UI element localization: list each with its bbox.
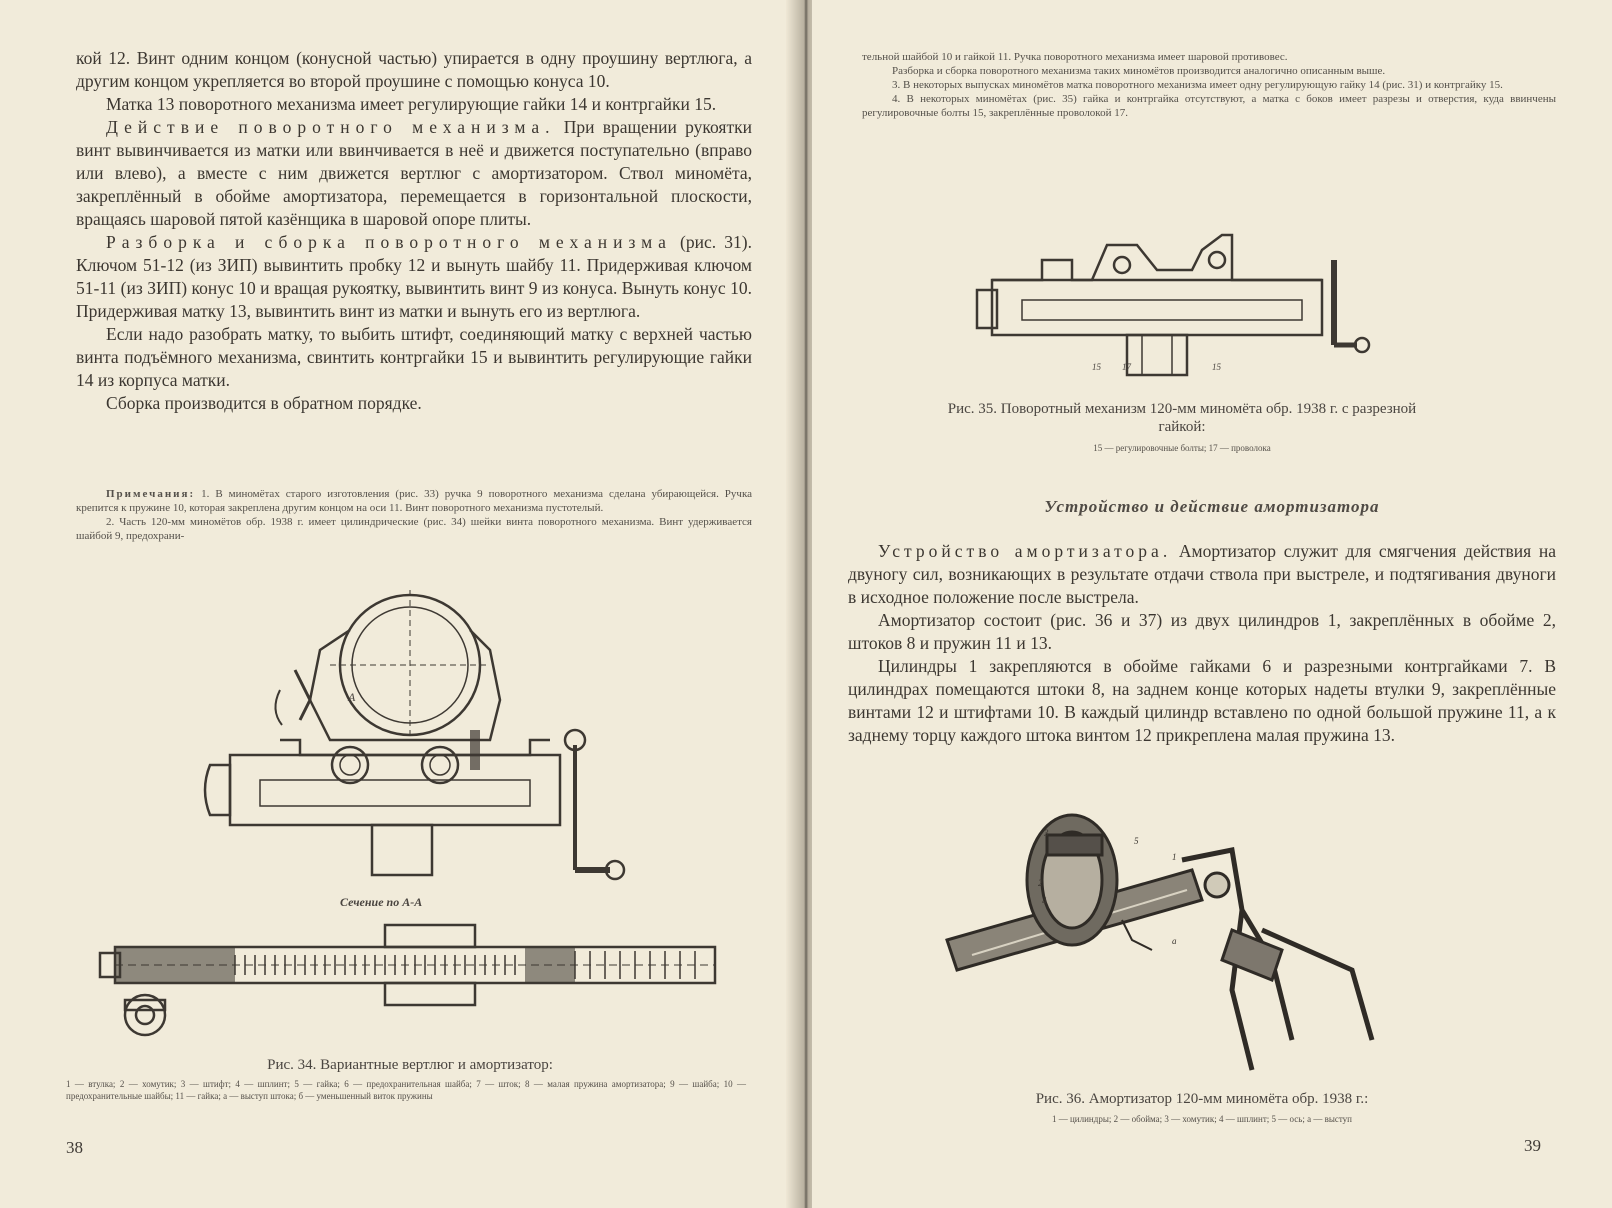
note-1: 1. В миномётах старого изготовления (рис. 33) ручка 9 поворотного механизма сделана убирающейся. Ручка крепится к пружине 10, которая закреплена другим концом на оси 11. Винт поворотного механизма пустотелый. xyxy=(76,488,753,514)
page-number: 39 xyxy=(1524,1136,1541,1155)
device-text: Амортизатор служит для смягчения действия на двуногу сил, возникающих в результате отдачи ствола при выстреле, и подтягивания двуноги в исходное положение после выстрела. xyxy=(848,541,1556,607)
action-heading: Действие поворотного механизма. xyxy=(106,117,556,137)
fig34-caption: Рис. 34. Вариантные вертлюг и амортизатор: xyxy=(267,1057,553,1073)
right-page xyxy=(812,0,1612,1208)
paragraph: Если надо разобрать матку, то выбить штифт, соединяющий матку с верхней частью винта подъёмного механизма, свинтить контргайки 15 и вывинтить регулирующие гайки 14 из корпуса матки. xyxy=(76,324,752,390)
fig35-caption: Рис. 35. Поворотный механизм 120-мм миномёта обр. 1938 г. с разрезной гайкой: xyxy=(947,401,1417,435)
page-number: 38 xyxy=(66,1138,83,1157)
paragraph xyxy=(76,116,752,231)
left-text-block xyxy=(76,47,752,415)
note-line: Разборка и сборка поворотного механизма таких миномётов производится аналогично описанным выше. xyxy=(892,65,1386,77)
fig36-label-a: а xyxy=(1172,936,1177,946)
paragraph: кой 12. Винт одним концом (конусной частью) упирается в одну проушину вертлюга, а другим концом укрепляется во второй проушине с помощью конуса 10. xyxy=(76,48,752,91)
fig36-label-4: 4 xyxy=(1042,896,1047,906)
fig34-swivel-section xyxy=(200,590,660,920)
assembly-heading: Разборка и сборка поворотного механизма xyxy=(106,232,672,252)
fig36-label-5: 5 xyxy=(1134,836,1139,846)
fig35-label-3: 15 xyxy=(1212,362,1221,372)
action-text: При вращении рукоятки винт вывинчивается из матки или ввинчивается в неё и движется поступательно (вправо или влево), а вместе с ним движется вертлюг с амортизатором. Ствол миномёта, закреплённый в обойме амортизатора, перемещается в горизонтальной плоскости, вращаясь шаровой пятой казёнщика в шаровой опоре плиты. xyxy=(76,117,752,229)
fig35-label-1: 15 xyxy=(1092,362,1101,372)
paragraph: Цилиндры 1 закрепляются в обойме гайками 6 и разрезными контргайками 7. В цилиндрах помещаются штоки 8, на заднем конце которых надеты втулки 9, закреплённые винтами 12 и штифтами 10. В каждый цилиндр вставлено по одной большой пружине 11, а к заднему торцу каждого штока винтом 12 прикреплена малая пружина 13. xyxy=(848,656,1556,745)
paragraph: Матка 13 поворотного механизма имеет регулирующие гайки 14 и контргайки 15. xyxy=(106,94,717,114)
note-2: 2. Часть 120-мм миномётов обр. 1938 г. имеет цилиндрические (рис. 34) шейки винта поворотного механизма. Винт удерживается шайбой 9, предохрани- xyxy=(76,516,752,542)
fig36-label-2: 2 xyxy=(1038,878,1043,888)
right-text-block xyxy=(848,540,1556,747)
note-label: Примечания: xyxy=(106,488,196,500)
section-heading: Устройство и действие амортизатора xyxy=(1044,497,1380,516)
right-notes-block xyxy=(862,50,1556,120)
note-line: 4. В некоторых миномётах (рис. 35) гайка и контргайка отсутствуют, а матка с боков имеет разрезы и отверстия, куда ввинчены регулировочные болты 15, закреплённые проволокой 17. xyxy=(862,93,1556,119)
fig35-drawing xyxy=(962,225,1382,385)
fig34-legend: 1 — втулка; 2 — хомутик; 3 — штифт; 4 — шплинт; 5 — гайка; 6 — предохранительная шайба; 7 — шток; 8 — малая пружина амортизатора; 9 — шайба; 10 — предохранительные шайбы; 11 — гайка; а — выступ штока; б — уменьшенный виток пружины xyxy=(66,1079,746,1101)
fig36-legend: 1 — цилиндры; 2 — обойма; 3 — хомутик; 4 — шплинт; 5 — ось; а — выступ xyxy=(1051,1114,1352,1124)
paragraph: Амортизатор состоит (рис. 36 и 37) из двух цилиндров 1, закреплённых в обойме 2, штоков 8 и пружин 11 и 13. xyxy=(848,610,1556,653)
fig36-label-1: 1 xyxy=(1172,852,1177,862)
fig35-label-2: 17 xyxy=(1122,362,1131,372)
section-mark-label: А xyxy=(348,690,356,704)
note-line: тельной шайбой 10 и гайкой 11. Ручка поворотного механизма имеет шаровой противовес. xyxy=(862,51,1288,63)
fig35-legend: 15 — регулировочные болты; 17 — проволока xyxy=(1093,443,1271,453)
fig36-label-3: 3 xyxy=(1044,828,1049,838)
device-heading: Устройство амортизатора. xyxy=(878,541,1172,561)
left-page xyxy=(0,0,800,1208)
paragraph xyxy=(76,231,752,323)
paragraph: Сборка производится в обратном порядке. xyxy=(106,393,422,413)
assembly-text: (рис. 31). Ключом 51-12 (из ЗИП) вывинтить пробку 12 и вынуть шайбу 11. Придерживая ключом 51-11 (из ЗИП) конус 10 и вращая рукоятку, вывинтить винт 9 из конуса. Вынуть конус 10. Придерживая матку 13, вывинтить винт из матки и вынуть его из вертлюга. xyxy=(76,232,752,321)
paragraph xyxy=(848,540,1556,609)
fig36-caption: Рис. 36. Амортизатор 120-мм миномёта обр. 1938 г.: xyxy=(1035,1091,1369,1107)
fig34-amortizer-view xyxy=(95,915,725,1055)
notes-block xyxy=(76,487,752,543)
note-line: 3. В некоторых выпусках миномётов матка поворотного механизма имеет одну регулирующую гайку 14 (рис. 31) и контргайку 15. xyxy=(892,79,1503,91)
section-label: Сечение по А-А xyxy=(340,895,423,909)
note xyxy=(76,487,752,515)
